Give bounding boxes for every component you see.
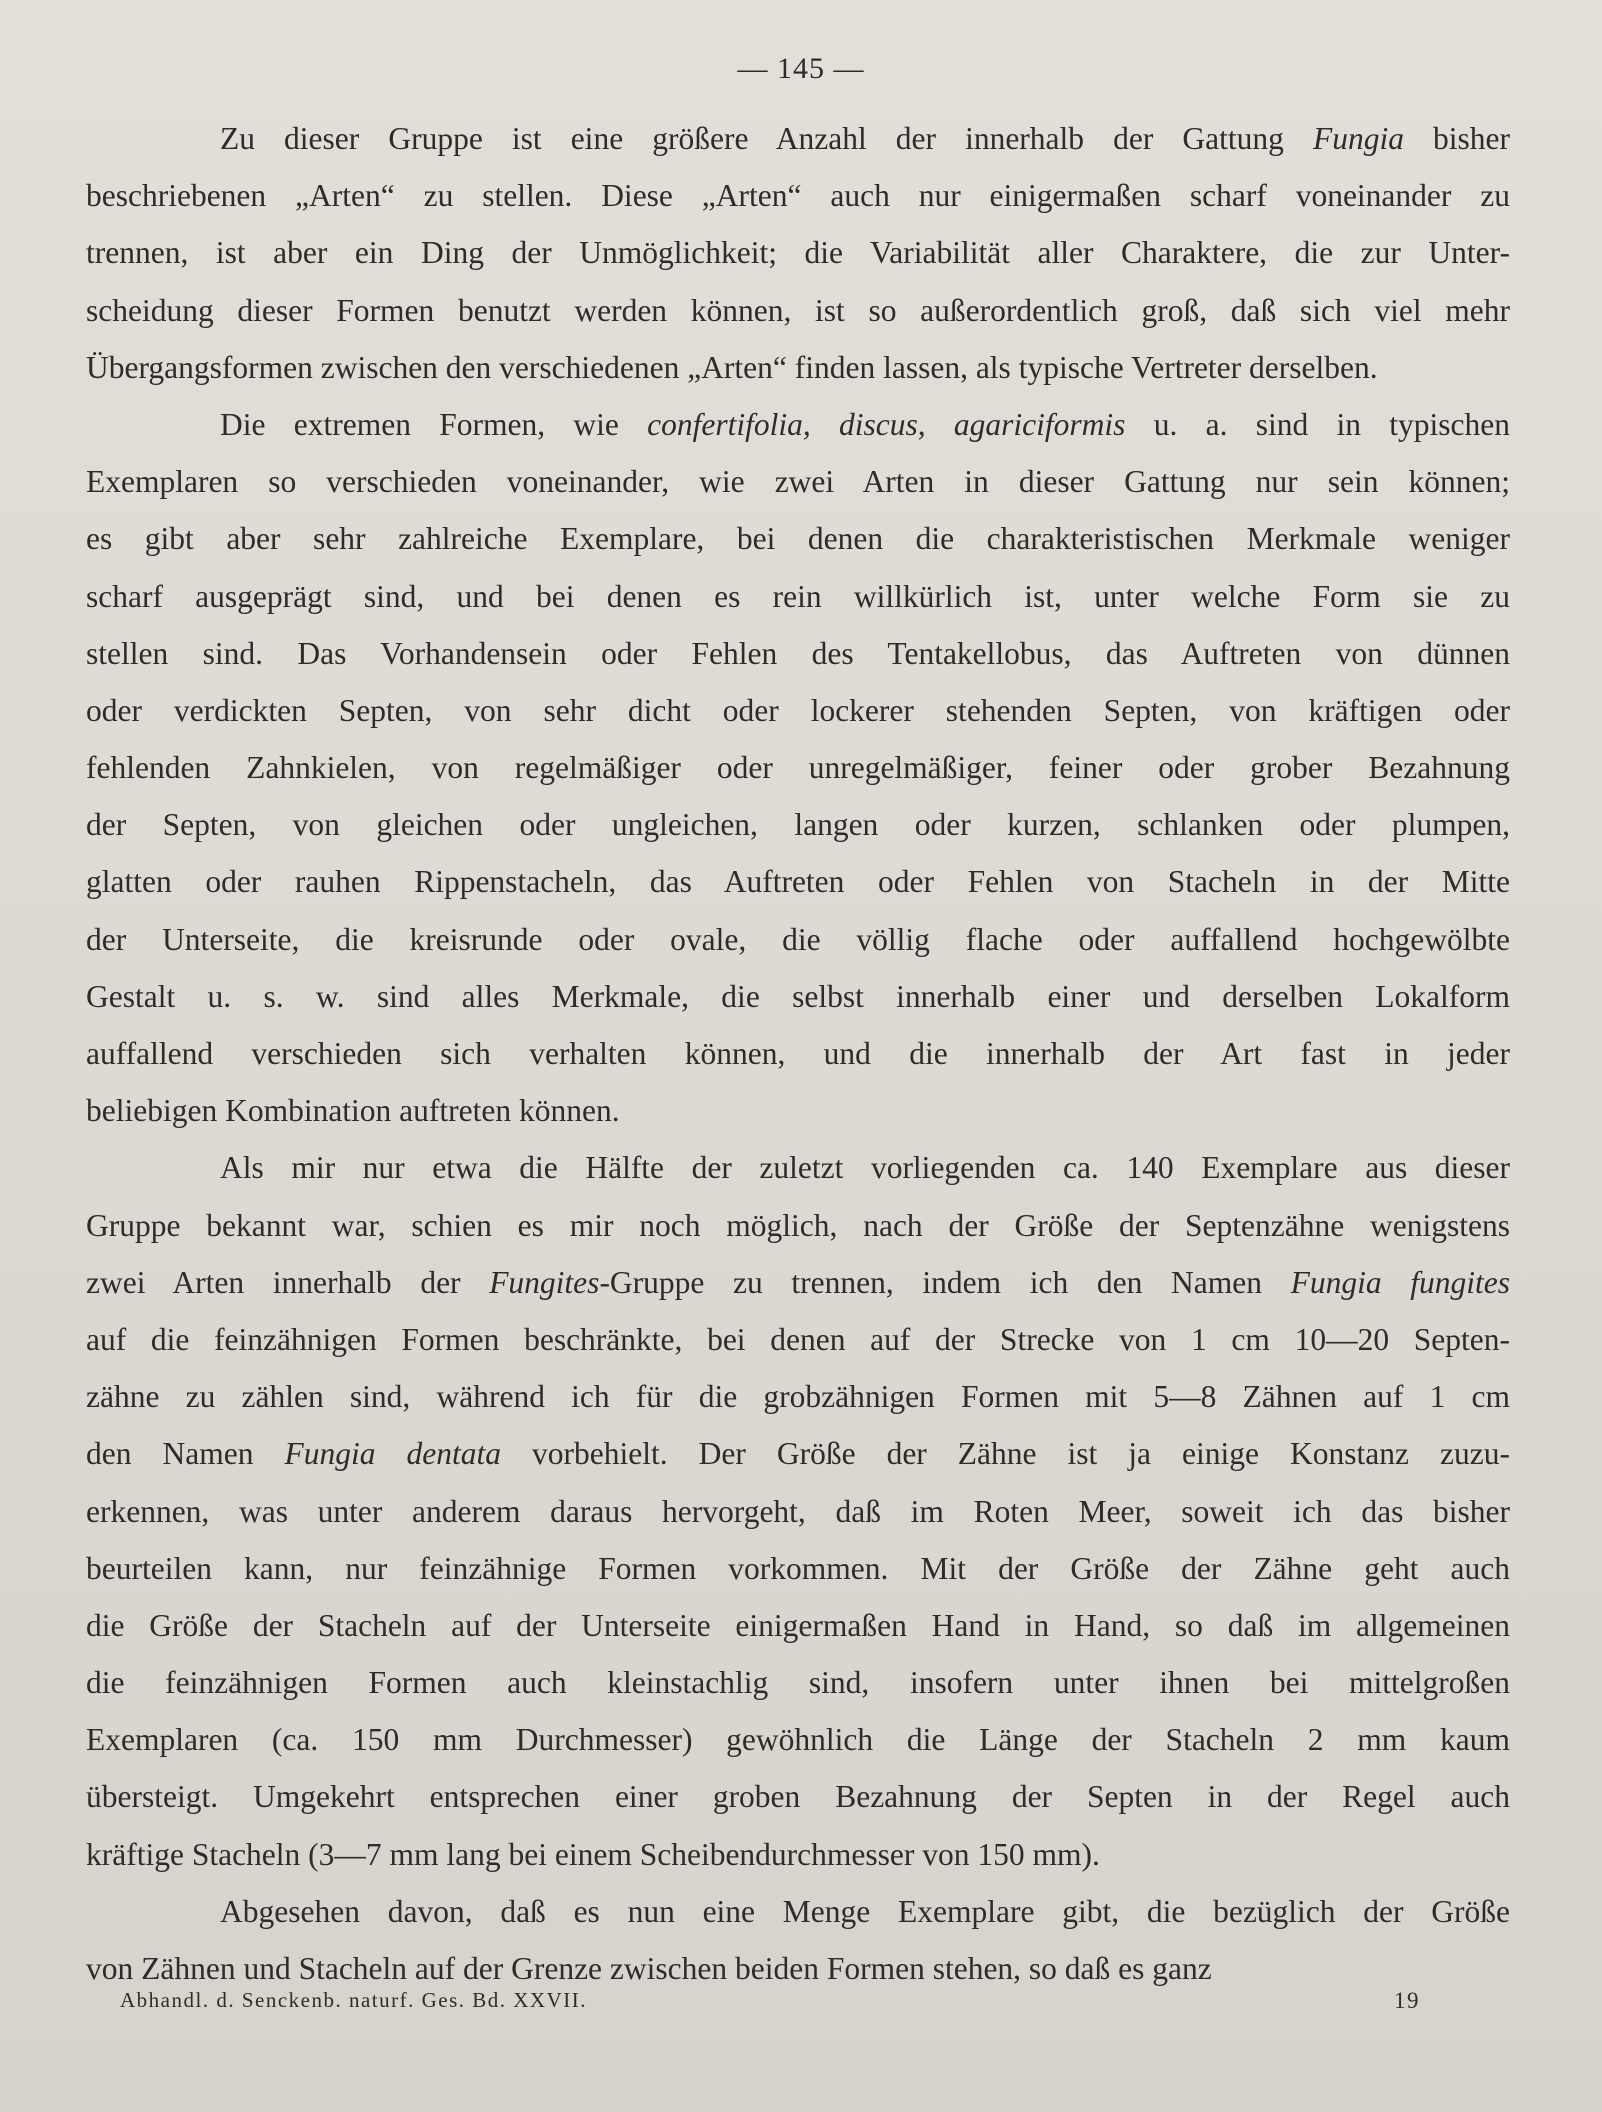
text-segment: übersteigt. Umgekehrt entsprechen einer groben Bezahnung der Septen in der Regel auch (86, 1779, 1510, 1815)
text-segment: zwei Arten innerhalb der (86, 1264, 490, 1300)
italic-term: Fungites (489, 1264, 600, 1300)
text-segment: Exemplaren (ca. 150 mm Durchmesser) gewöhnlich die Länge der Stacheln 2 mm kaum (86, 1722, 1510, 1758)
text-segment: Gestalt u. s. w. sind alles Merkmale, die selbst innerhalb einer und derselben Lokalform (86, 978, 1510, 1014)
italic-term: Fungia (1312, 121, 1404, 156)
text-segment: oder verdickten Septen, von sehr dicht oder lockerer stehenden Septen, von kräftigen oder (86, 692, 1510, 728)
text-line (86, 1654, 1510, 1711)
signature-mark: 19 (1394, 1988, 1420, 2013)
text-segment: erkennen, was unter anderem daraus hervorgeht, daß im Roten Meer, soweit ich das bisher (86, 1493, 1510, 1529)
text-segment: Exemplaren so verschieden voneinander, wie zwei Arten in dieser Gattung nur sein können; (86, 464, 1510, 500)
text-line (86, 339, 1510, 396)
text-segment: der Septen, von gleichen oder ungleichen, langen oder kurzen, schlanken oder plumpen, (86, 807, 1510, 843)
text-segment: beliebigen Kombination auftreten können. (86, 1093, 620, 1129)
text-line (86, 1483, 1510, 1540)
text-line (86, 1826, 1510, 1883)
journal-reference: Abhandl. d. Senckenb. naturf. Ges. Bd. XXVII. (120, 1988, 588, 2012)
text-line (86, 282, 1510, 339)
text-line (86, 110, 1510, 167)
text-segment: auf die feinzähnigen Formen beschränkte, bei denen auf der Strecke von 1 cm 10—20 Septen- (86, 1321, 1510, 1357)
text-segment: zähne zu zählen sind, während ich für die grobzähnigen Formen mit 5—8 Zähnen auf 1 cm (86, 1379, 1510, 1415)
text-line (86, 1540, 1510, 1597)
text-segment: vorbehielt. Der Größe der Zähne ist ja einige Konstanz zuzu- (500, 1436, 1510, 1472)
text-line (86, 682, 1510, 739)
text-segment: scheidung dieser Formen benutzt werden können, ist so außerordentlich groß, daß sich viel mehr (86, 292, 1510, 328)
text-line (86, 1883, 1510, 1940)
text-segment: der Unterseite, die kreisrunde oder ovale, die völlig flache oder auffallend hochgewölbte (86, 921, 1510, 957)
text-line (86, 167, 1510, 224)
italic-term: Fungia dentata (284, 1436, 501, 1472)
page-number: — 145 — (737, 52, 865, 85)
text-segment: Gruppe bekannt war, schien es mir noch möglich, nach der Größe der Septenzähne wenigstens (86, 1207, 1510, 1243)
text-line (86, 911, 1510, 968)
text-line (86, 1254, 1510, 1311)
text-line (86, 1082, 1510, 1139)
text-line (86, 1597, 1510, 1654)
text-segment: stellen sind. Das Vorhandensein oder Fehlen des Tentakellobus, das Auftreten von dünnen (86, 635, 1510, 671)
text-segment: Die extremen Formen, wie (220, 406, 648, 442)
text-segment: die Größe der Stacheln auf der Unterseite einigermaßen Hand in Hand, so daß im allgemeinen (86, 1607, 1510, 1643)
text-line (86, 1197, 1510, 1254)
text-segment: Übergangsformen zwischen den verschiedenen „Arten“ finden lassen, als typische Vertreter derselben. (86, 349, 1378, 385)
text-line (86, 1711, 1510, 1768)
text-segment: die feinzähnigen Formen auch kleinstachlig sind, insofern unter ihnen bei mittelgroßen (86, 1665, 1510, 1701)
text-segment: kräftige Stacheln (3—7 mm lang bei einem Scheibendurchmesser von 150 mm). (86, 1836, 1100, 1872)
text-line (86, 853, 1510, 910)
text-line (86, 1139, 1510, 1196)
text-segment: auffallend verschieden sich verhalten können, und die innerhalb der Art fast in jeder (86, 1036, 1510, 1071)
text-line (86, 796, 1510, 853)
text-segment: trennen, ist aber ein Ding der Unmöglichkeit; die Variabilität aller Charaktere, die zur Unter- (86, 235, 1510, 271)
text-segment: scharf ausgeprägt sind, und bei denen es rein willkürlich ist, unter welche Form sie zu (86, 578, 1510, 614)
text-segment: u. a. sind in typischen (1125, 406, 1510, 442)
body-text (86, 110, 1510, 1997)
text-segment: Als mir nur etwa die Hälfte der zuletzt vorliegenden ca. 140 Exemplare aus dieser (220, 1150, 1510, 1186)
text-line (86, 1425, 1510, 1482)
paragraph (86, 1139, 1510, 1882)
italic-term: Fungia fungites (1290, 1264, 1510, 1300)
text-segment: Abgesehen davon, daß es nun eine Menge Exemplare gibt, die bezüglich der Größe (220, 1893, 1510, 1929)
text-segment: es gibt aber sehr zahlreiche Exemplare, bei denen die charakteristischen Merkmale weniger (86, 521, 1510, 557)
text-line (86, 224, 1510, 281)
text-segment: fehlenden Zahnkielen, von regelmäßiger oder unregelmäßiger, feiner oder grober Bezahnung (86, 750, 1510, 786)
text-line (86, 396, 1510, 453)
text-line (86, 510, 1510, 567)
paragraph (86, 1883, 1510, 1997)
text-line (86, 1368, 1510, 1425)
text-segment: den Namen (86, 1436, 285, 1472)
text-segment: Zu dieser Gruppe ist eine größere Anzahl der innerhalb der Gattung (220, 121, 1313, 156)
paragraph (86, 396, 1510, 1139)
text-line (86, 1768, 1510, 1825)
text-segment: glatten oder rauhen Rippenstacheln, das Auftreten oder Fehlen von Stacheln in der Mitte (86, 864, 1510, 900)
text-line (86, 568, 1510, 625)
text-line (86, 1025, 1510, 1082)
page-footer (120, 1988, 1420, 2020)
text-segment: von Zähnen und Stacheln auf der Grenze zwischen beiden Formen stehen, so daß es ganz (86, 1951, 1212, 1986)
text-line (86, 453, 1510, 510)
text-segment: beschriebenen „Arten“ zu stellen. Diese „Arten“ auch nur einigermaßen scharf voneinander zu (86, 178, 1510, 214)
text-line (86, 968, 1510, 1025)
paragraph (86, 110, 1510, 396)
text-segment: beurteilen kann, nur feinzähnige Formen vorkommen. Mit der Größe der Zähne geht auch (86, 1550, 1510, 1586)
text-line (86, 1311, 1510, 1368)
text-line (86, 739, 1510, 796)
italic-term: confertifolia, discus, agariciformis (647, 406, 1126, 442)
text-segment: -Gruppe zu trennen, indem ich den Namen (599, 1264, 1291, 1300)
text-segment: bisher (1403, 121, 1510, 156)
text-line (86, 625, 1510, 682)
